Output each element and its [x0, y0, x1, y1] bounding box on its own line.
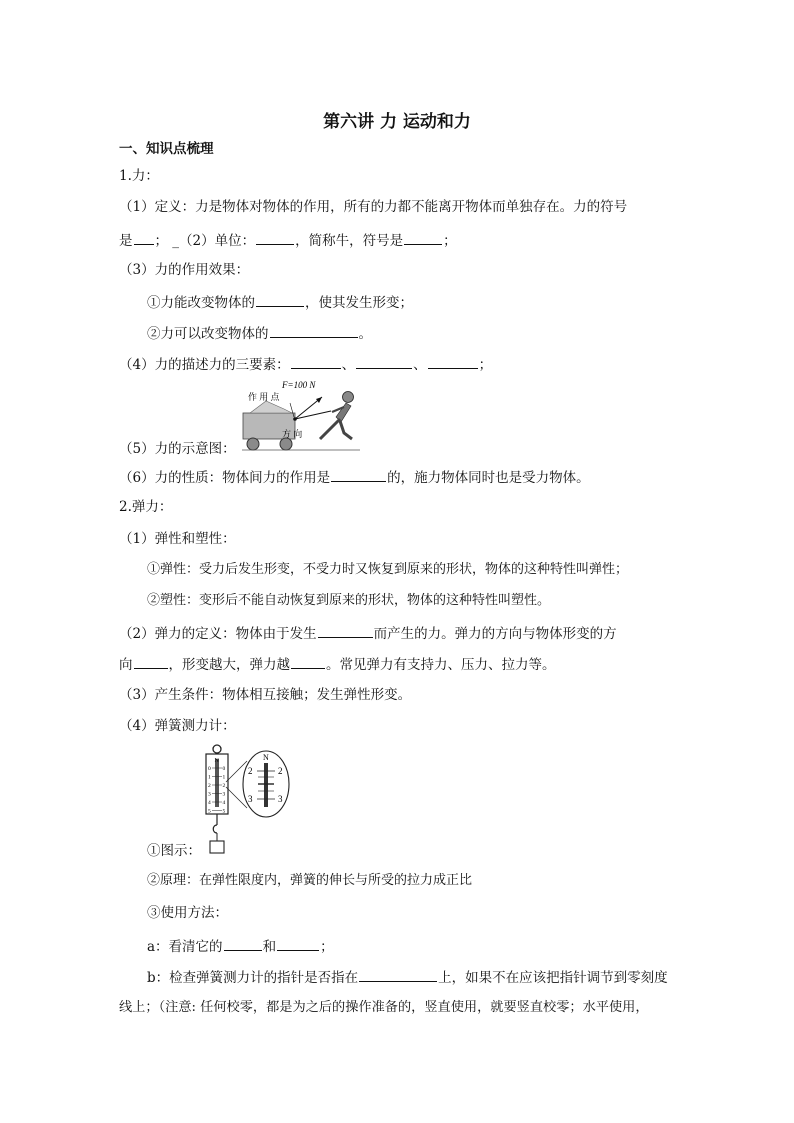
scale-tick-right-1: 1: [222, 774, 226, 781]
zoom-tick-left-2: 2: [248, 766, 253, 776]
principle: ②原理：在弹性限度内，弹簧的伸长与所受的拉力成正比: [147, 873, 473, 888]
plastic-definition: ②塑性：变形后不能自动恢复到原来的形状，物体的这种特性叫塑性。: [147, 593, 551, 608]
force-diagram-label: （5）力的示意图：: [119, 441, 236, 457]
force-label: F=100 N: [282, 380, 316, 390]
scale-tick-left-4: 4: [208, 800, 211, 806]
blank-element-2[interactable]: [356, 354, 412, 369]
blank-range[interactable]: [224, 936, 262, 951]
force-effect-1: ①力能改变物体的 ，使其发生形变；: [147, 292, 413, 312]
elastic-force-def: （2）弹力的定义：物体由于发生 而产生的力。弹力的方向与物体形变的方: [119, 623, 617, 643]
usage-a: a：看清它的 和 ；: [147, 936, 334, 956]
blank-element-1[interactable]: [291, 354, 341, 369]
force-effect-heading: （3）力的作用效果：: [119, 262, 250, 278]
scale-tick-left-5: 5: [208, 808, 211, 815]
force-heading: 1.力：: [119, 168, 159, 184]
force-three-elements: （4）力的描述力的三要素： 、 、 ；: [119, 354, 492, 374]
blank-zero[interactable]: [359, 967, 437, 982]
blank-deformation[interactable]: [318, 623, 373, 638]
force-effect-2: ②力可以改变物体的 。: [147, 323, 372, 343]
zoom-spring: [264, 763, 268, 807]
scale-tick-left-1: 1: [208, 774, 211, 781]
point-of-action: [293, 417, 297, 421]
direction-label: 方 向: [282, 429, 303, 439]
section-heading: 一、知识点梳理: [119, 141, 214, 157]
cart-wheel-left: [247, 438, 259, 450]
blank-symbol[interactable]: [134, 230, 154, 245]
zoom-tick-right-2: 2: [278, 766, 283, 776]
blank-effect-2[interactable]: [270, 323, 358, 338]
force-definition-cont: 是 ； _（2）单位： ，简称牛，符号是 ；: [119, 230, 457, 250]
elastic-force-def-cont: 向 ，形变越大，弹力越 。常见弹力有支持力、压力、拉力等。: [119, 654, 556, 674]
scale-tick-right-4: 4: [222, 800, 226, 806]
zoom-tick-left-3: 3: [248, 794, 253, 804]
force-arrow-head: [316, 397, 322, 403]
elastic-heading: 2.弹力：: [119, 499, 173, 515]
scale-tick-left-2: 2: [208, 783, 211, 789]
cart-wheel-right: [280, 438, 292, 450]
usage-b-cont: 线上；（注意: 任何校零，都是为之后的操作准备的，竖直使用，就要竖直校零；水平使用，: [119, 1000, 649, 1015]
zoom-unit: N: [263, 753, 269, 762]
unit-label: N: [214, 758, 219, 764]
scale-tick-right-3: 3: [222, 791, 226, 798]
scale-tick-right-5: 5: [222, 808, 226, 815]
usage-b: b：检查弹簧测力计的指针是否指在 上，如果不在应该把指针调节到零刻度: [147, 967, 668, 987]
spring-scale-heading: （4）弹簧测力计：: [119, 718, 236, 734]
blank-division[interactable]: [277, 936, 319, 951]
usage-heading: ③使用方法：: [147, 905, 228, 921]
blank-direction[interactable]: [134, 654, 168, 669]
blank-nature[interactable]: [331, 467, 386, 482]
hook: [213, 825, 217, 833]
zoom-tick-right-3: 3: [278, 794, 283, 804]
boy-leg-back: [320, 419, 340, 439]
force-definition: （1）定义：力是物体对物体的作用，所有的力都不能离开物体而单独存在。力的符号: [119, 199, 628, 215]
point-label: 作 用 点: [248, 392, 280, 402]
spring-scale-figure: [200, 741, 300, 857]
boy-leg-front: [340, 421, 352, 439]
blank-element-3[interactable]: [428, 354, 478, 369]
boy-head: [343, 392, 354, 403]
scale-tick-left-0: 0: [208, 766, 211, 772]
blank-unit-symbol[interactable]: [404, 230, 442, 245]
figure-label: ①图示：: [147, 843, 201, 859]
top-ring: [213, 745, 221, 753]
force-diagram-figure: [240, 375, 362, 453]
blank-magnitude[interactable]: [291, 654, 325, 669]
cart-load: [250, 401, 292, 413]
weight-block: [210, 841, 224, 853]
elastic-definition: ①弹性：受力后发生形变，不受力时又恢复到原来的形状，物体的这种特性叫弹性；: [147, 562, 629, 577]
scale-tick-left-3: 3: [208, 791, 211, 798]
elastic-p1: （1）弹性和塑性：: [119, 531, 236, 547]
scale-tick-right-0: 0: [222, 766, 226, 772]
scale-tick-right-2: 2: [222, 783, 226, 789]
spring: [215, 759, 219, 807]
force-nature: （6）力的性质：物体间力的作用是 的，施力物体同时也是受力物体。: [119, 467, 590, 487]
blank-effect-1[interactable]: [256, 292, 304, 307]
elastic-condition: （3）产生条件：物体相互接触；发生弹性形变。: [119, 687, 412, 703]
blank-unit[interactable]: [256, 230, 294, 245]
page-title: 第六讲 力 运动和力: [323, 112, 471, 132]
